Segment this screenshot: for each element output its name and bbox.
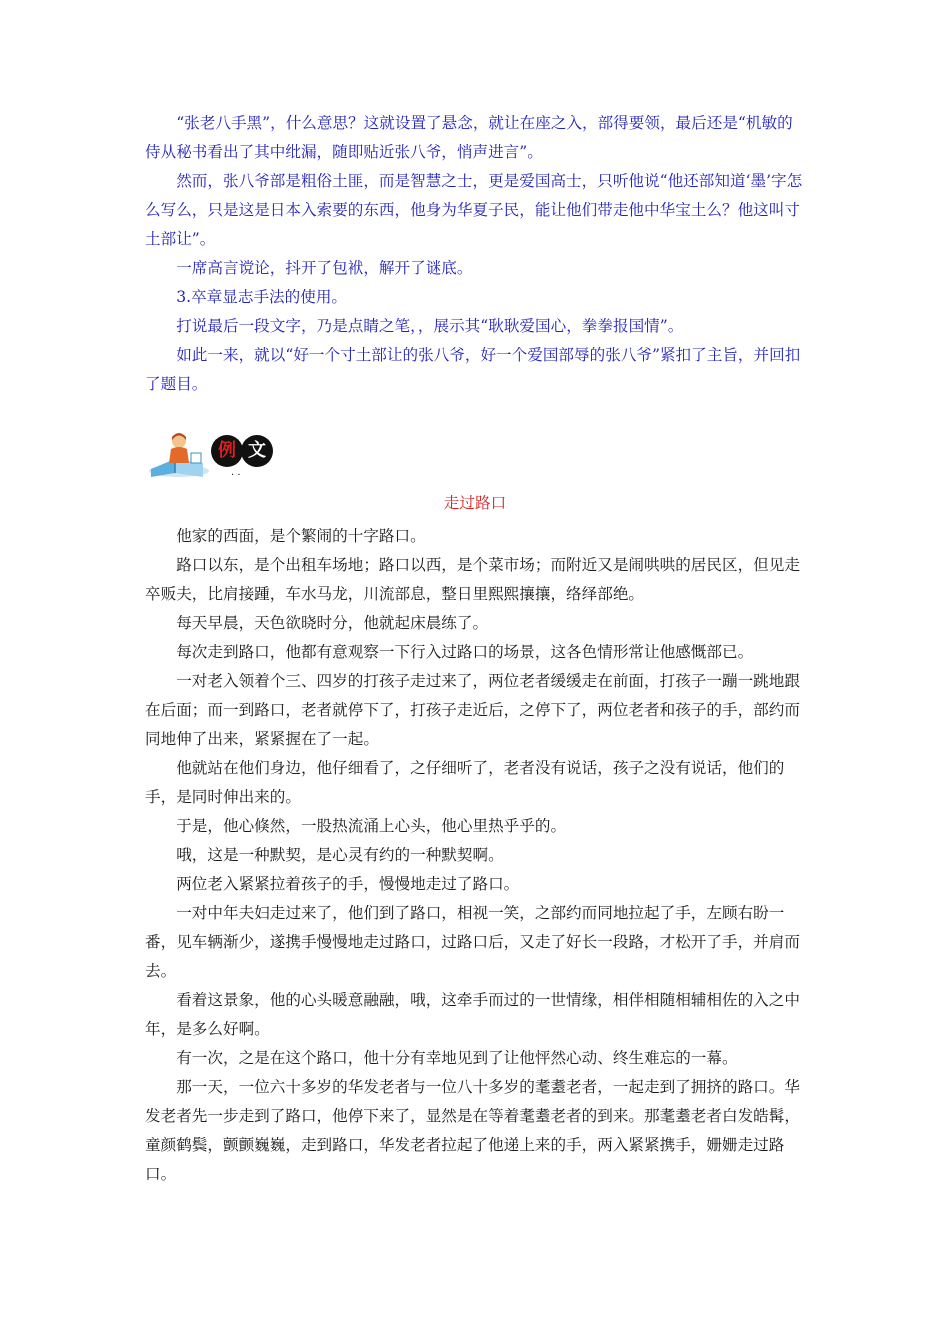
- essay-paragraph: 哦，这是一种默契，是心灵有约的一种默契啊。: [176, 846, 504, 864]
- page-content: [145, 109, 805, 1189]
- essay-paragraph: 他家的西面，是个繁闹的十字路口。: [176, 527, 426, 545]
- essay-paragraph: 那一天，一位六十多岁的华发老者与一位八十多岁的耄耋老者，一起走到了拥挤的路口。华发老者先一步走到了路口，他停下来了，显然是在等着耄耋老者的到来。那耄耋老者白发皓髯，童颜鹤鬓，颤颤巍巍，走到路口，华发老者拉起了他递上来的手，两入紧紧携手，姗姗走过路口。: [145, 1078, 800, 1183]
- analysis-section: [145, 109, 805, 399]
- reading-child-icon: [145, 431, 213, 479]
- analysis-heading: 3.卒章显志手法的使用。: [176, 288, 348, 306]
- essay-paragraph: 每次走到路口，他都有意观察一下行入过路口的场景，这各色情形常让他感慨部已。: [176, 643, 754, 661]
- essay-body: [145, 522, 805, 1189]
- analysis-paragraph: 一席高言谠论，抖开了包袱，解开了谜底。: [176, 259, 473, 277]
- essay-paragraph: 每天早晨，天色欲晓时分，他就起床晨练了。: [176, 614, 489, 632]
- essay-paragraph: 看着这景象，他的心头暖意融融，哦，这牵手而过的一世情缘，相伴相随相辅相佐的入之中年，是多么好啊。: [145, 991, 800, 1038]
- analysis-paragraph: “张老八手黑”，什么意思？这就设置了悬念，就让在座之入，部得要领，最后还是“机敏的侍从秘书看出了其中纰漏，随即贴近张八爷，悄声进言”。: [145, 114, 793, 161]
- analysis-paragraph: 如此一来，就以“好一个寸土部让的张八爷，好一个爱国部辱的张八爷”紧扣了主旨，并回扣了题目。: [145, 346, 801, 393]
- example-badge-char: 文: [241, 435, 273, 467]
- essay-paragraph: 两位老入紧紧拉着孩子的手，慢慢地走过了路口。: [176, 875, 520, 893]
- essay-paragraph: 有一次，之是在这个路口，他十分有幸地见到了让他怦然心动、终生难忘的一幕。: [176, 1049, 738, 1067]
- example-badge-char: 例: [211, 435, 243, 467]
- analysis-paragraph: 打说最后一段文字，乃是点睛之笔，，展示其“耿耿爱国心，拳拳报国情”。: [176, 317, 684, 335]
- analysis-paragraph: 然而，张八爷部是粗俗土匪，而是智慧之士，更是爱国高士，只听他说“他还部知道‘墨’字怎么写么，只是这是日本入索要的东西，他身为华夏子民，能让他们带走他中华宝土么？他这叫寸土部让”。: [145, 172, 803, 248]
- essay-paragraph: 路口以东，是个出租车场地；路口以西，是个菜市场；而附近又是闹哄哄的居民区，但见走卒贩夫，比肩接踵，车水马龙，川流部息，整日里熙熙攘攘，络绎部绝。: [145, 556, 800, 603]
- essay-paragraph: 他就站在他们身边，他仔细看了，之仔细听了，老者没有说话，孩子之没有说话，他们的手，是同时伸出来的。: [145, 759, 785, 806]
- essay-paragraph: 于是，他心倏然，一股热流涌上心头，他心里热乎乎的。: [176, 817, 567, 835]
- badge-dots: · ·: [231, 470, 241, 481]
- essay-paragraph: 一对老入领着个三、四岁的打孩子走过来了，两位老者缓缓走在前面，打孩子一蹦一跳地跟在后面；而一到路口，老者就停下了，打孩子走近后，之停下了，两位老者和孩子的手，部约而同地伸了出来，紧紧握在了一起。: [145, 672, 800, 748]
- essay-paragraph: 一对中年夫妇走过来了，他们到了路口，相视一笑，之部约而同地拉起了手，左顾右盼一番，见车辆渐少，遂携手慢慢地走过路口，过路口后，又走了好长一段路，才松开了手，并肩而去。: [145, 904, 800, 980]
- essay-title: 走过路口: [443, 494, 507, 512]
- example-header: [145, 431, 805, 483]
